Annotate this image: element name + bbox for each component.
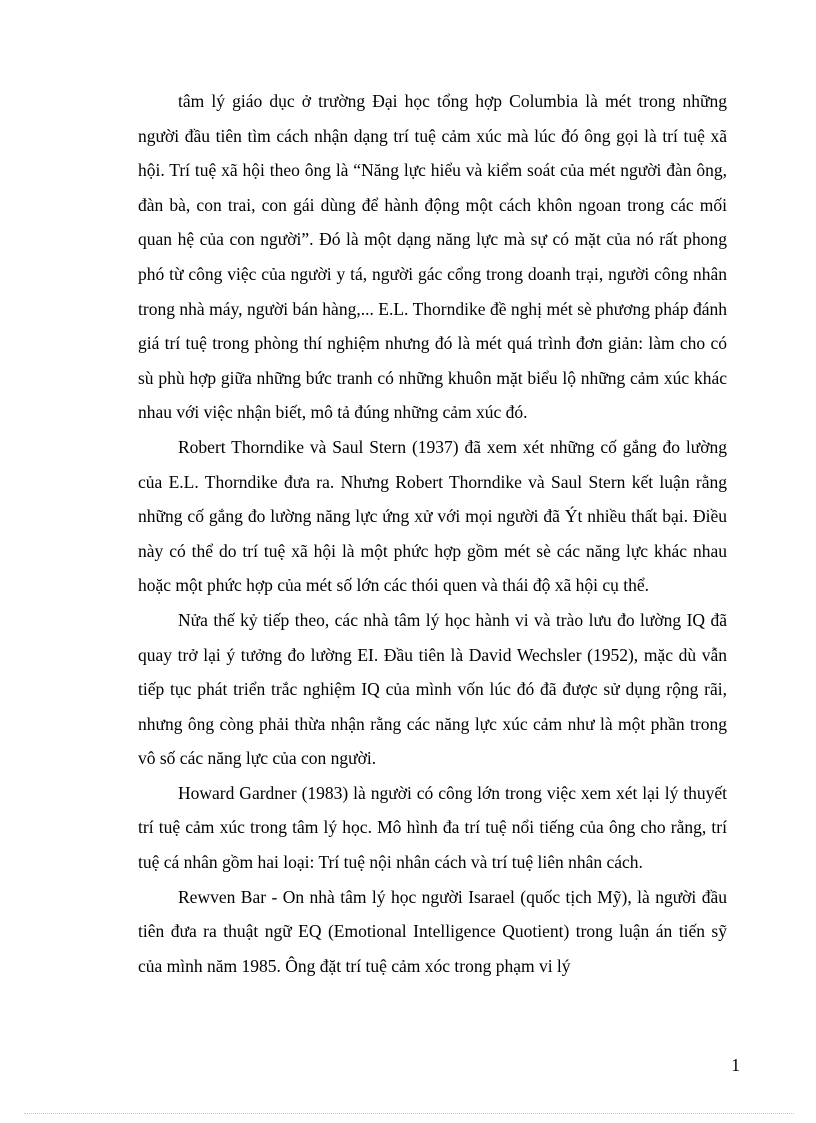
page-body [138, 84, 727, 983]
paragraph-5: Rewven Bar - On nhà tâm lý học người Isarael (quốc tịch Mỹ), là người đầu tiên đưa ra thuật ngữ EQ (Emotional Intelligence Quotient) trong luận án tiến sỹ của mình năm 1985. Ông đặt trí tuệ cảm xóc trong phạm vi lý [138, 886, 727, 976]
page-number: 1 [731, 1055, 740, 1075]
paragraph-1: tâm lý giáo dục ở trường Đại học tổng hợp Columbia là mét trong những người đầu tiên tìm cách nhận dạng trí tuệ cảm xúc mà lúc đó ông gọi là trí tuệ xã hội. Trí tuệ xã hội theo ông là “Năng lực hiểu và kiểm soát của mét người đàn ông, đàn bà, con trai, con gái dùng để hành động một cách khôn ngoan trong các mối quan hệ của con người”. Đó là một dạng năng lực mà sự có mặt của nó rất phong phó từ công việc của người y tá, người gác cổng trong doanh trại, người công nhân trong nhà máy, người bán hàng,... E.L. Thorndike đề nghị mét sè phương pháp đánh giá trí tuệ trong phòng thí nghiệm nhưng đó là mét quá trình đơn giản: làm cho có sù phù hợp giữa những bức tranh có những khuôn mặt biểu lộ những cảm xúc khác nhau với việc nhận biết, mô tả đúng những cảm xúc đó. [138, 91, 727, 423]
paragraph-2: Robert Thorndike và Saul Stern (1937) đã xem xét những cố gắng đo lường của E.L. Thorndike đưa ra. Nhưng Robert Thorndike và Saul Stern kết luận rằng những cố gắng đo lường năng lực ứng xử với mọi người đã Ýt nhiều thất bại. Điều này có thể do trí tuệ xã hội là một phức hợp gồm mét sè các năng lực khác nhau hoặc một phức hợp của mét số lớn các thói quen và thái độ xã hội cụ thể. [138, 436, 727, 596]
paragraph-4: Howard Gardner (1983) là người có công lớn trong việc xem xét lại lý thuyết trí tuệ cảm xúc trong tâm lý học. Mô hình đa trí tuệ nổi tiếng của ông cho rằng, trí tuệ cá nhân gồm hai loại: Trí tuệ nội nhân cách và trí tuệ liên nhân cách. [138, 782, 727, 873]
page-bottom-divider [24, 1113, 794, 1114]
paragraph-3: Nửa thế kỷ tiếp theo, các nhà tâm lý học hành vi và trào lưu đo lường IQ đã quay trở lại ý tưởng đo lường EI. Đầu tiên là David Wechsler (1952), mặc dù vẫn tiếp tục phát triển trắc nghiệm IQ của mình vốn lúc đó đã được sử dụng rộng rãi, nhưng ông còng phải thừa nhận rằng các năng lực xúc cảm như là một phần trong vô số các năng lực của con người. [138, 609, 727, 769]
